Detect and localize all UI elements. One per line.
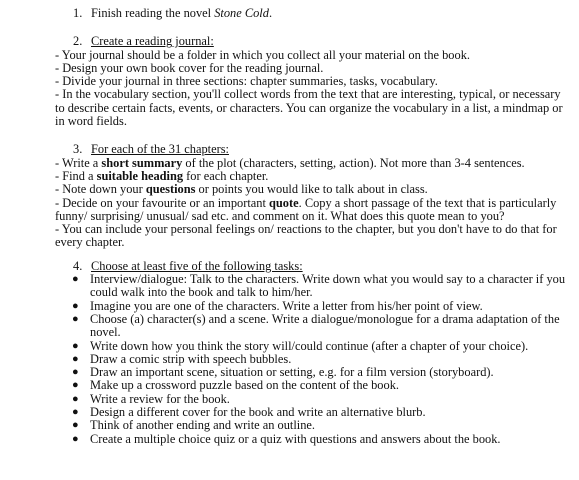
task-text: Choose (a) character(s) and a scene. Write a dialogue/monologue for a drama adaptation of the novel.	[90, 311, 560, 340]
heading-instruction	[55, 170, 570, 183]
bullet-icon: ●	[72, 392, 79, 405]
quote-instruction	[55, 197, 570, 224]
assignment-document	[55, 7, 570, 446]
section-4-heading	[55, 260, 570, 273]
line-text: - Write a	[55, 155, 102, 170]
section-3-number: 3.	[73, 142, 83, 157]
line-text: - Find a	[55, 168, 97, 183]
task-text: Make up a crossword puzzle based on the content of the book.	[90, 378, 399, 393]
task-text: Think of another ending and write an outline.	[90, 418, 316, 433]
line-text: . Copy a short passage of the text that is particularly funny/ surprising/ unusual/ sad etc. and comment on it. What does this quote mean to you?	[55, 195, 557, 223]
section-1-heading	[55, 7, 570, 20]
line-text: or points you would like to talk about in class.	[195, 182, 428, 197]
list-item	[55, 379, 570, 392]
list-item	[55, 353, 570, 366]
list-item	[55, 366, 570, 379]
bold-keyword: questions	[145, 182, 196, 197]
task-list	[55, 273, 570, 446]
section-2-line: - Divide your journal in three sections: chapter summaries, tasks, vocabulary.	[55, 74, 438, 89]
list-item	[55, 300, 570, 313]
section-2-line: - Your journal should be a folder in which you collect all your material on the book.	[55, 47, 470, 62]
task-text: Write a review for the book.	[90, 391, 230, 406]
novel-title: Stone Cold	[214, 6, 269, 20]
list-item	[55, 406, 570, 419]
section-2-title: Create a reading journal:	[91, 34, 214, 49]
bullet-icon: ●	[72, 299, 79, 312]
section-3-heading	[55, 143, 570, 156]
list-item	[55, 340, 570, 353]
summary-instruction	[55, 157, 570, 170]
section-2-line: - Design your own book cover for the reading journal.	[55, 60, 324, 75]
bullet-icon: ●	[72, 432, 79, 445]
bullet-icon: ●	[72, 312, 79, 325]
bold-keyword: short summary	[101, 155, 183, 170]
bullet-icon: ●	[72, 406, 79, 419]
list-item	[55, 273, 570, 300]
section-2-heading	[55, 35, 570, 48]
line-text: for each chapter.	[183, 168, 269, 183]
bullet-icon: ●	[72, 366, 79, 379]
line-text: - Note down your	[55, 182, 146, 197]
list-item	[55, 393, 570, 406]
task-text: Draw a comic strip with speech bubbles.	[90, 351, 292, 366]
bold-keyword: quote	[269, 195, 299, 210]
bold-keyword: suitable heading	[96, 168, 184, 183]
bullet-icon: ●	[72, 273, 79, 286]
section-2-number: 2.	[73, 34, 83, 49]
line-text: of the plot (characters, setting, action). Not more than 3-4 sentences.	[182, 155, 525, 170]
list-item	[55, 419, 570, 432]
bullet-icon: ●	[72, 352, 79, 365]
section-1-number: 1.	[73, 6, 83, 20]
bullet-icon: ●	[72, 339, 79, 352]
section-1-text: Finish reading the novel	[91, 6, 215, 20]
bullet-icon: ●	[72, 379, 79, 392]
section-4-title: Choose at least five of the following tasks:	[91, 258, 303, 273]
section-2-line: - In the vocabulary section, you'll collect words from the text that are interesting, typical, or necessary to describe certain facts, events, or characters. You can organize the vocabulary in a list, a mindmap or in word fields.	[55, 87, 563, 129]
task-text: Create a multiple choice quiz or a quiz with questions and answers about the book.	[90, 431, 501, 446]
bullet-icon: ●	[72, 419, 79, 432]
task-text: Design a different cover for the book and write an alternative blurb.	[90, 405, 426, 420]
list-item	[55, 433, 570, 446]
task-text: Draw an important scene, situation or setting, e.g. for a film version (storyboard).	[90, 365, 494, 380]
line-text: - Decide on your favourite or an important	[55, 195, 270, 210]
feelings-instruction: - You can include your personal feelings on/ reactions to the chapter, but you don't have to do that for every chapter.	[55, 222, 557, 250]
section-1-period: .	[268, 6, 273, 20]
task-text: Interview/dialogue: Talk to the characters. Write down what you would say to a character if you could walk into the book and talk to him/her.	[90, 272, 566, 300]
section-3-title: For each of the 31 chapters:	[91, 142, 229, 157]
task-text: Imagine you are one of the characters. Write a letter from his/her point of view.	[90, 298, 483, 313]
section-4-number: 4.	[73, 258, 83, 273]
task-text: Write down how you think the story will/could continue (after a chapter of your choice).	[90, 338, 529, 353]
list-item	[55, 313, 570, 340]
questions-instruction	[55, 183, 570, 196]
